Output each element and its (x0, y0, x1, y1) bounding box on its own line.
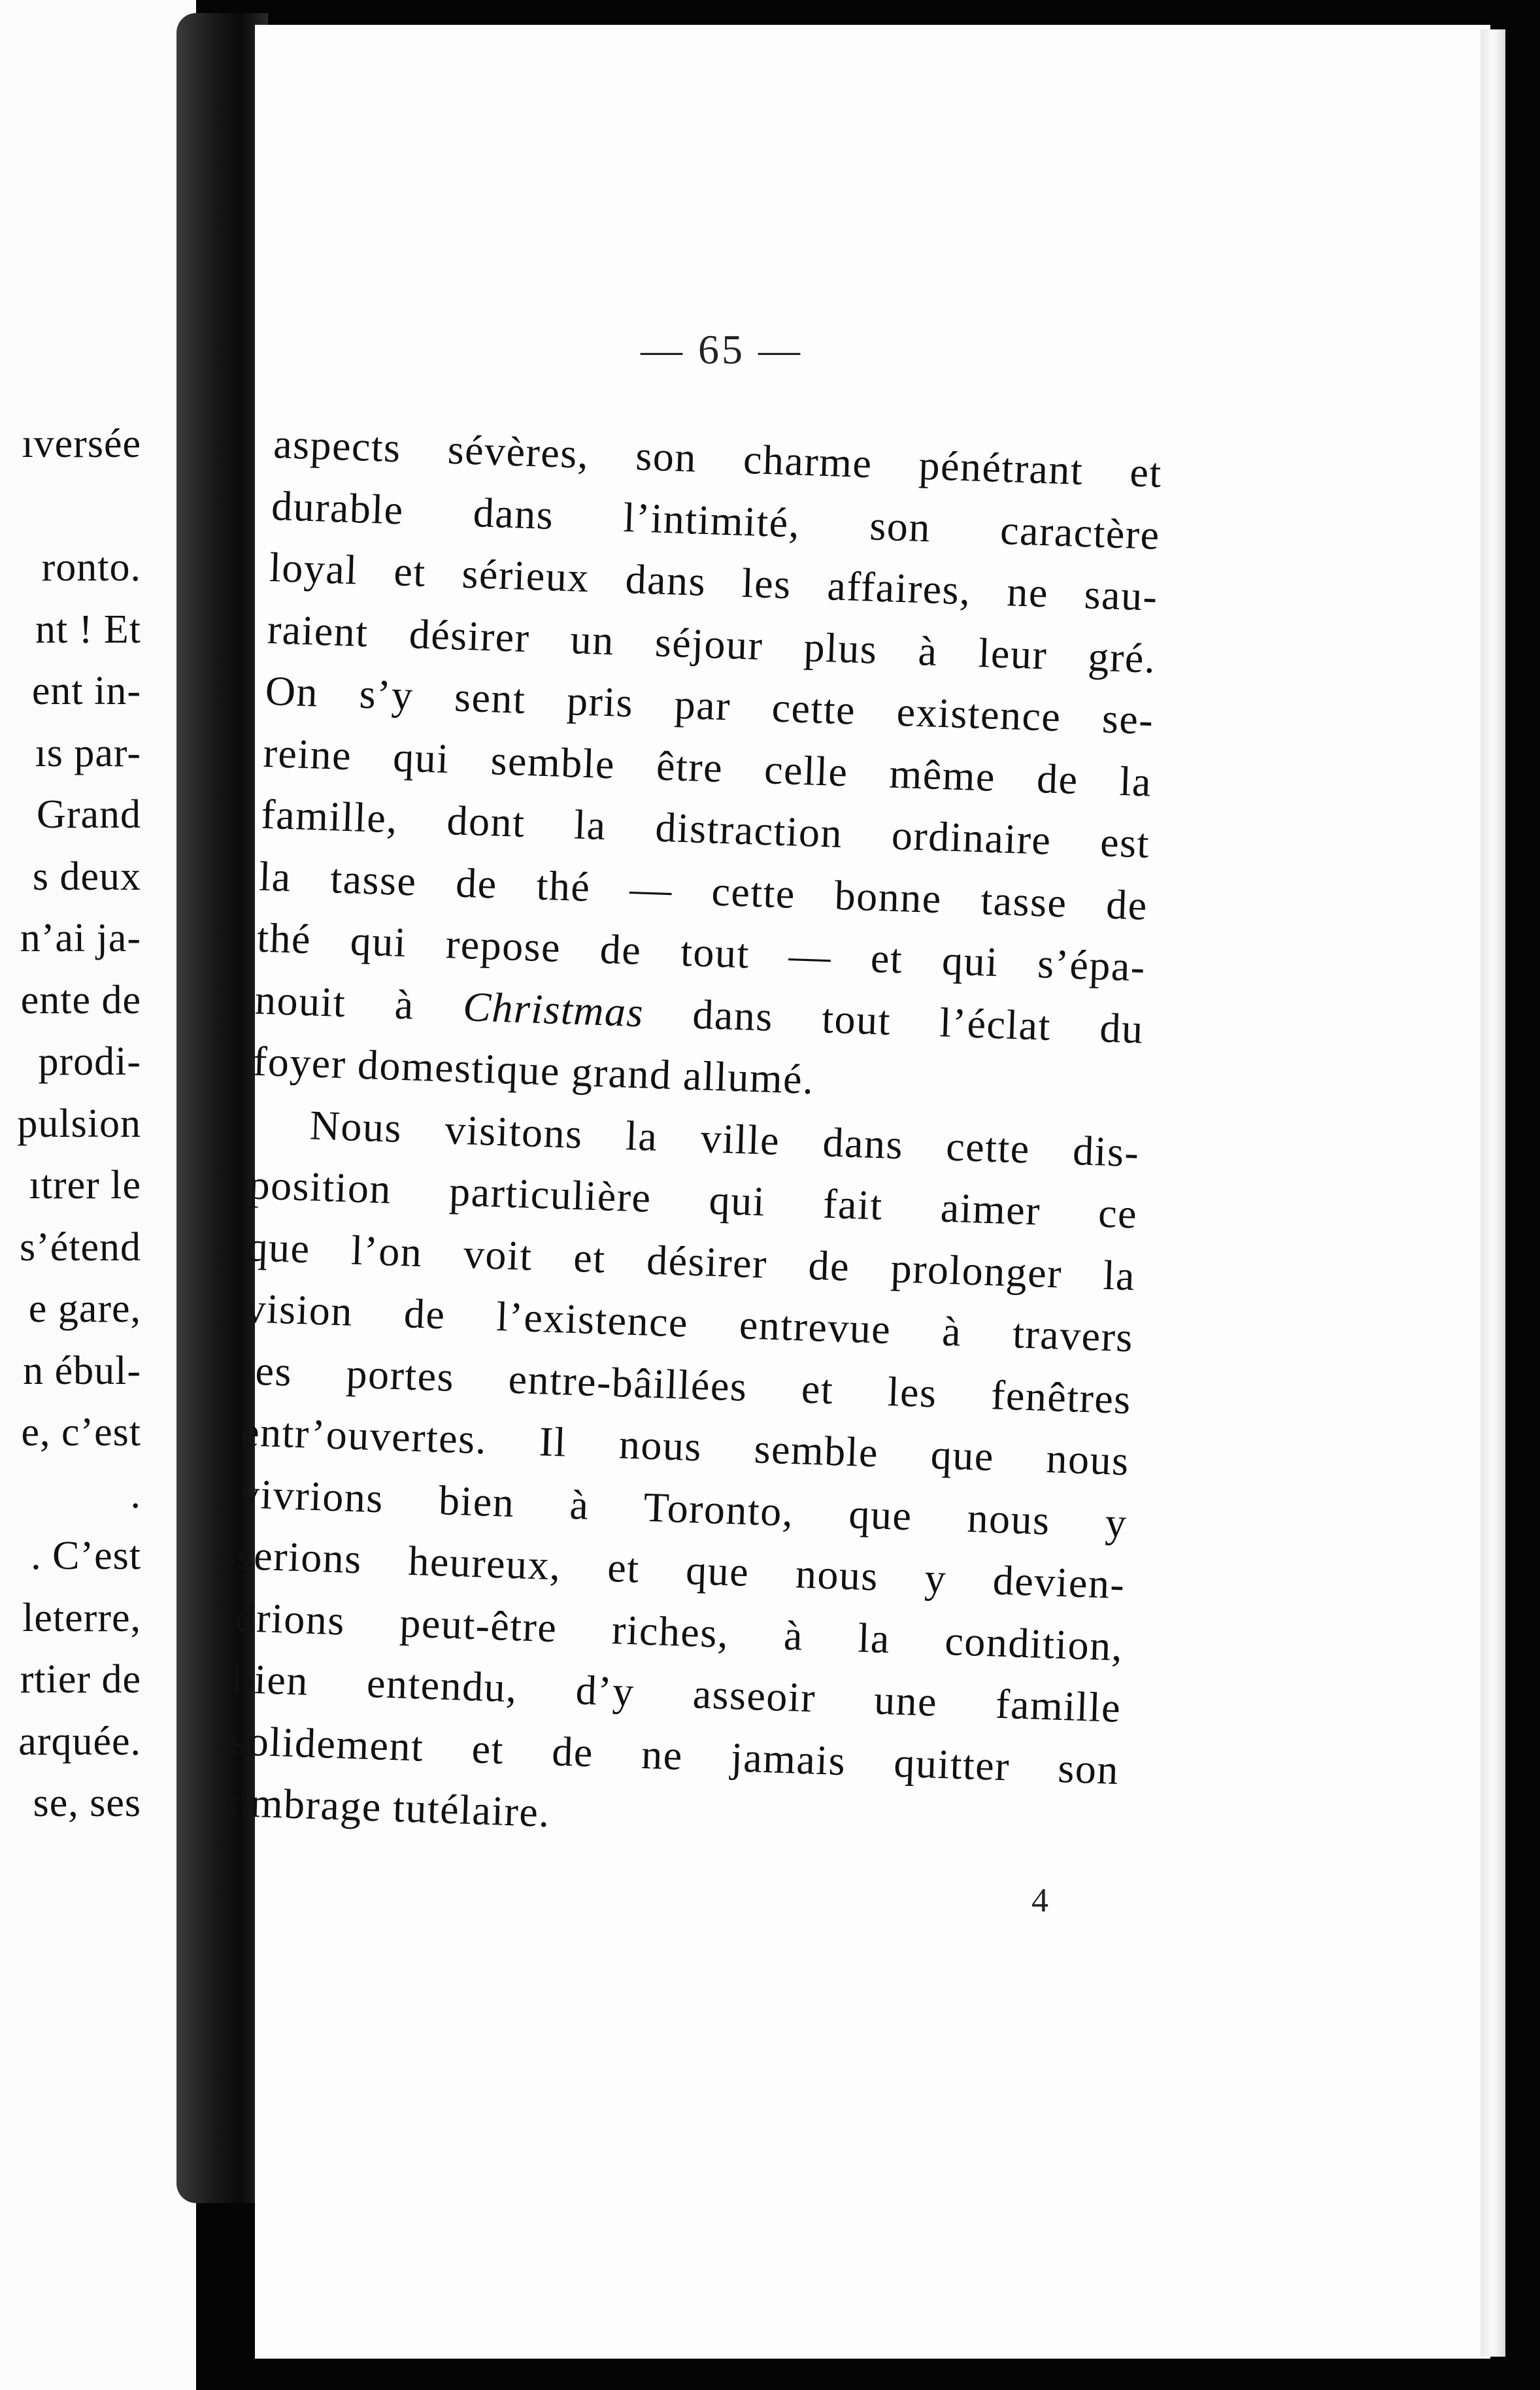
text-line: thé qui repose de tout — et qui s’épa- (256, 914, 1147, 990)
text-line: On s’y sent pris par cette existence se- (264, 667, 1155, 743)
paragraph-start-line: Nous visitons la ville dans cette dis- (309, 1101, 1141, 1175)
text-line: durable dans l’intimité, son caractère (271, 482, 1161, 558)
paragraph-end-line: ombrage tutélaire. (227, 1778, 551, 1836)
previous-page-line: e, c’est (21, 1410, 141, 1455)
text-line: vivrions bien à Toronto, que nous y (238, 1470, 1128, 1546)
previous-page-line: n’ai ja- (20, 916, 141, 960)
text-line: position particulière qui fait aimer ce (248, 1161, 1139, 1237)
previous-page-line: . (130, 1472, 141, 1517)
previous-page-line: s’étend (19, 1224, 141, 1270)
previous-page-line: pulsion (17, 1101, 141, 1146)
previous-page-line: n ébul- (23, 1348, 141, 1393)
previous-page-line: Grand (37, 792, 141, 837)
text-line: vision de l’existence entrevue à travers (244, 1285, 1135, 1361)
previous-page-line: rtier de (20, 1657, 141, 1702)
text-line: bien entendu, d’y asseoir une famille (231, 1655, 1122, 1732)
text-segment: nouit à (254, 976, 415, 1028)
previous-page-line: s deux (32, 854, 141, 899)
body-text (227, 413, 1163, 1862)
text-line: entr’ouvertes. Il nous semble que nous (240, 1408, 1130, 1485)
page-number: — 65 — (641, 326, 803, 373)
text-segment: dans tout l’éclat du (692, 990, 1145, 1052)
signature-mark: 4 (1031, 1882, 1048, 1919)
previous-page-line: nt ! Et (35, 607, 141, 652)
text-line: solidement et de ne jamais quitter son (229, 1717, 1120, 1793)
previous-page-line: . C’est (31, 1534, 141, 1578)
previous-page-line: ıtrer le (29, 1163, 141, 1207)
previous-page-line: arquée. (18, 1719, 141, 1764)
text-line: serions heureux, et que nous y devien- (235, 1532, 1126, 1608)
previous-page-line: prodi- (38, 1039, 141, 1084)
text-line: drions peut-être riches, à la condition, (233, 1593, 1124, 1670)
page-edge (1481, 29, 1505, 2357)
previous-page-line: ıversée (22, 422, 141, 466)
previous-page-line: ıs par- (35, 730, 141, 775)
previous-page-line: ente de (20, 977, 141, 1022)
text-line: reine qui semble être celle même de la (262, 729, 1153, 805)
previous-page-line: leterre, (22, 1595, 141, 1640)
text-line: les portes entre-bâillées et les fenêtres (242, 1346, 1132, 1422)
text-line: aspects sévères, son charme pénétrant et (273, 420, 1163, 497)
text-line: que l’on voit et désirer de prolonger la (246, 1222, 1137, 1299)
text-line: famille, dont la distraction ordinaire est (260, 790, 1151, 867)
text-line: la tasse de thé — cette bonne tasse de (258, 852, 1148, 929)
previous-page-line: se, ses (33, 1781, 141, 1825)
italic-word: Christmas (462, 983, 645, 1035)
previous-page-text (0, 413, 141, 1834)
previous-page-line: e gare, (28, 1287, 141, 1331)
previous-page-line: ronto. (41, 545, 141, 590)
paragraph-end-line: foyer domestique grand allumé. (252, 1037, 815, 1103)
text-line: raient désirer un séjour plus à leur gré. (266, 605, 1157, 682)
previous-page-line (0, 475, 141, 537)
text-line: loyal et sérieux dans les affaires, ne sau- (269, 543, 1159, 620)
previous-page-line: ent in- (31, 669, 141, 713)
previous-page (0, 0, 196, 2390)
